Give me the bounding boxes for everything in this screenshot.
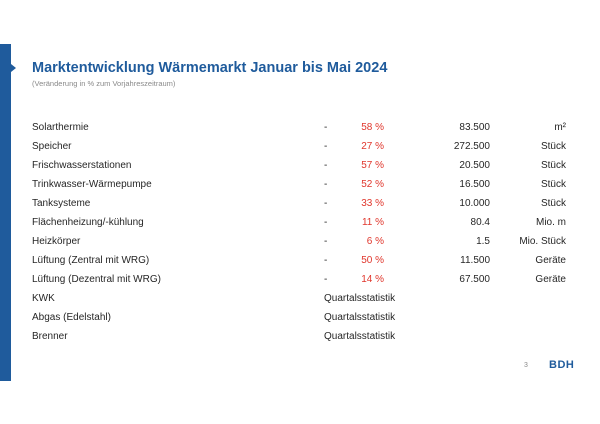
row-label: Speicher [32,141,72,152]
row-label: Heizkörper [32,236,81,247]
table-row [32,254,572,273]
row-percent-change: 6 % [366,236,384,247]
row-percent-change: 27 % [361,141,384,152]
row-sign: - [324,274,328,285]
row-sign: - [324,255,328,266]
row-note: Quartalsstatistik [324,312,396,323]
row-value: 67.500 [459,274,490,285]
row-value: 83.500 [459,122,490,133]
row-sign: - [324,160,328,171]
page-title: Marktentwicklung Wärmemarkt Januar bis Mai 2024 [32,60,388,76]
row-value: 272.500 [453,141,490,152]
row-value: 20.500 [459,160,490,171]
row-percent-change: 57 % [361,160,384,171]
row-label: KWK [32,293,55,304]
table-row-quarterly [32,311,572,330]
table-row [32,121,572,140]
row-percent-change: 50 % [361,255,384,266]
row-label: Frischwasserstationen [32,160,132,171]
table-row [32,235,572,254]
accent-bar [0,44,11,381]
row-percent-change: 52 % [361,179,384,190]
row-sign: - [324,236,328,247]
accent-arrow-icon [11,64,16,72]
table-row [32,197,572,216]
page-subtitle: (Veränderung in % zum Vorjahreszeitraum) [32,79,176,88]
row-value: 1.5 [476,236,490,247]
row-label: Lüftung (Dezentral mit WRG) [32,274,161,285]
row-percent-change: 58 % [361,122,384,133]
row-label: Trinkwasser-Wärmepumpe [32,179,152,190]
row-label: Flächenheizung/-kühlung [32,217,144,228]
row-unit: Mio. m [536,217,566,228]
page-number: 3 [524,362,528,369]
row-label: Solarthermie [32,122,89,133]
row-percent-change: 11 % [361,217,384,228]
row-unit: Stück [540,160,566,171]
row-label: Tanksysteme [32,198,91,209]
row-value: 80.4 [470,217,490,228]
row-unit: Geräte [535,255,566,266]
row-note: Quartalsstatistik [324,293,396,304]
row-value: 16.500 [459,179,490,190]
row-unit: Mio. Stück [519,236,566,247]
row-percent-change: 14 % [361,274,384,285]
market-table [32,121,572,349]
row-note: Quartalsstatistik [324,331,396,342]
row-label: Brenner [32,331,68,342]
row-unit: Stück [540,198,566,209]
row-label: Abgas (Edelstahl) [32,312,111,323]
table-row [32,159,572,178]
row-sign: - [324,217,328,228]
table-row [32,273,572,292]
table-row [32,178,572,197]
table-row [32,140,572,159]
table-row [32,216,572,235]
row-value: 10.000 [459,198,490,209]
row-sign: - [324,122,328,133]
row-unit: Geräte [535,274,566,285]
row-unit: m² [554,122,566,133]
bdh-logo: BDH [549,359,575,371]
table-row-quarterly [32,330,572,349]
row-label: Lüftung (Zentral mit WRG) [32,255,150,266]
row-percent-change: 33 % [361,198,384,209]
row-value: 11.500 [460,255,490,266]
row-unit: Stück [540,179,566,190]
row-sign: - [324,198,328,209]
row-sign: - [324,141,328,152]
row-unit: Stück [540,141,566,152]
row-sign: - [324,179,328,190]
table-row-quarterly [32,292,572,311]
